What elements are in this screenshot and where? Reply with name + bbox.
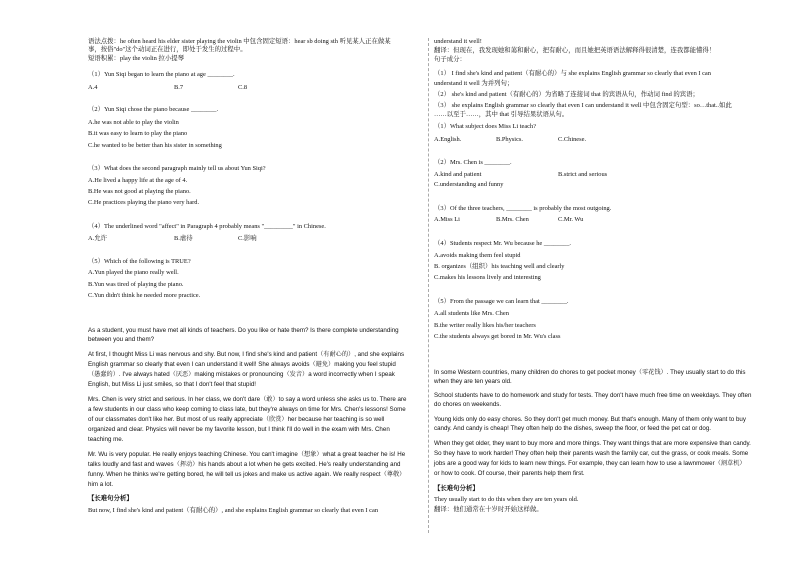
option-b: B.Yun was tired of playing the piano. [88, 281, 184, 288]
question-4-stem: （4）The underlined word "affect" in Paragraph 4 probably means "_________" in Chinese. [88, 223, 326, 230]
note-line: （3） she explains English grammar so clearly that even I can understand it well 中包含固定句型：so…that..如此 [434, 102, 732, 109]
note-line: 句子成分： [434, 56, 466, 63]
passage-line: between you and them? [88, 336, 155, 343]
option-b: B.it was easy to learn to play the piano [88, 130, 188, 137]
passage-line: candy. And candy is cheap! They often help do the dishes, sweep the floor, or feed the pet cat or dog. [434, 425, 712, 432]
option-a: A.允许 [88, 235, 107, 242]
note-line: understand it well! [434, 38, 482, 45]
passage-line: English grammar so clearly that even I can understand it well! She always avoids（避免）making you feel stupid [88, 361, 396, 368]
passage-line: or how to cook. Of course, their parents help them first. [434, 470, 585, 477]
note-line: 短语积累：play the violin 拉小提琴 [88, 55, 185, 62]
passage-line: Mrs. Chen is very strict and serious. In her class, we don't dare（敢）to say a word unless she asks us to. There are [88, 396, 407, 403]
note-line: （2） she's kind and patient（有耐心的）为省略了连接词 that 的宾语从句，作动词 find 的宾语； [434, 91, 699, 98]
column-divider [428, 38, 429, 533]
passage-line: At first, I thought Miss Li was nervous and shy. But now, I find she's kind and patient（有耐心的）, and she explains [88, 351, 405, 358]
question-1-stem: （1）What subject does Miss Li teach? [434, 123, 537, 130]
option-b: B.Physics. [496, 136, 523, 143]
option-b: B.the writer really likes his/her teachers [434, 322, 536, 329]
question-3-stem: （3）What does the second paragraph mainly tell us about Yun Siqi? [88, 165, 266, 172]
option-c: C.Chinese. [558, 136, 587, 143]
option-c: C.Yun didn't think he needed more practice. [88, 292, 201, 299]
option-a: A.all students like Mrs. Chen [434, 310, 509, 317]
option-a: A.he was not able to play the violin [88, 119, 179, 126]
analysis-sentence: They usually start to do this when they are ten years old. [434, 496, 579, 503]
passage-line: jobs are a good way for kids to learn new things. For example, they can learn how to use a lawnmower（割草机） [434, 460, 746, 467]
analysis-title: 【长难句分析】 [434, 485, 479, 492]
option-b: B.7 [174, 84, 184, 91]
passage-line: him a lot. [88, 481, 114, 488]
option-b: B.Mrs. Chen [496, 216, 529, 223]
note-line: 翻译：但现在，我发现她和蔼和耐心，把有耐心，而且她把英语语法解释得很清楚，连我都能懂得！ [434, 47, 716, 54]
left-column [88, 0, 422, 562]
question-2-stem: （2）Yun Siqi chose the piano because ________. [88, 106, 219, 113]
question-5-stem: （5）Which of the following is TRUE? [88, 258, 191, 265]
question-3-stem: （3）Of the three teachers, ________ is probably the most outgoing. [434, 205, 612, 212]
option-c: C.understanding and funny [434, 181, 504, 188]
option-c: C.makes his lessons lively and interesting [434, 274, 541, 281]
question-2-stem: （2）Mrs. Chen is ________. [434, 159, 512, 166]
analysis-sentence: But now, I find she's kind and patient（有耐心的）, and she explains English grammar so clearly that even I can [88, 507, 379, 514]
option-a: A.4 [88, 84, 98, 91]
passage-line: （愚蠢的）. I've always hated（厌恶）making mistakes or pronouncing（发音）a word incorrectly when I speak [88, 371, 395, 378]
passage-line: English, but Miss Li just smiles, so that I don't feel that stupid! [88, 381, 256, 388]
option-c: C.影响 [238, 235, 257, 242]
note-line: （1） I find she's kind and patient（有耐心的）与 she explains English grammar so clearly that even I can [434, 70, 711, 77]
note-line: 事，按俗"do"这个动词正在进行，即处于发生的过程中。 [88, 46, 247, 53]
passage-line: a few students in our class who keep coming to class late, but they're always on time for Mrs. Chen's lessons! Some [88, 406, 406, 413]
note-line: ……以至于……，其中 that 引导结果状语从句。 [434, 111, 569, 118]
option-c: C.the students always get bored in Mr. Wu's class [434, 333, 561, 340]
analysis-translation: 翻译：他们通常在十岁时开始这样做。 [434, 506, 543, 513]
option-a: A.kind and patient [434, 171, 482, 178]
option-b: B.虐待 [174, 235, 193, 242]
passage-line: School students have to do homework and study for tests. They don't have much free time on weekdays. They often [434, 392, 752, 399]
option-c: C.he wanted to be better than his sister in something [88, 142, 222, 149]
question-4-stem: （4）Students respect Mr. Wu because he ________. [434, 240, 571, 247]
right-column [434, 0, 772, 562]
passage-line: organized and clear. Physics will never be my favorite lesson, but I think I'll do well in the exam with Mrs. Chen [88, 426, 390, 433]
note-line: 语法点拨：he often heard his elder sister playing the violin 中包含固定短语：hear sb doing sth 听见某人正在做某 [88, 38, 391, 45]
option-c: C.8 [238, 84, 248, 91]
passage-line: Mr. Wu is very popular. He really enjoys teaching Chinese. You can't imagine（想象）what a great teacher he is! He [88, 451, 406, 458]
option-a: A.Yun played the piano really well. [88, 269, 179, 276]
passage-line: teaching me. [88, 436, 124, 443]
option-b: B.He was not good at playing the piano. [88, 188, 191, 195]
passage-line: of our classmates don't like her. But most of us really appreciate（欣赏）her because her teaching is so well [88, 416, 385, 423]
passage-line: As a student, you must have met all kinds of teachers. Do you like or hate them? Is there complete understanding [88, 327, 399, 334]
passage-line: Young kids only do easy chores. So they don't get much money. But that's enough. Many of them only want to buy [434, 416, 746, 423]
question-5-stem: （5）From the passage we can learn that ________. [434, 298, 569, 305]
passage-line: when they are ten years old. [434, 378, 512, 385]
passage-line: do chores on weekends. [434, 401, 502, 408]
option-a: A.English. [434, 136, 462, 143]
option-b: B.strict and serious [558, 171, 608, 178]
passage-line: funny. When he thinks we're getting bored, he will tell us jokes and make us active again. We really respect（尊敬） [88, 471, 406, 478]
passage-line: In some Western countries, many children do chores to get pocket money（零花钱）. They usually start to do this [434, 369, 746, 376]
option-a: A.Miss Li [434, 216, 460, 223]
passage-line: So they have to work harder! They often help their parents wash the family car, cut the grass, or cook meals. Some [434, 450, 749, 457]
option-c: C.Mr. Wu [558, 216, 584, 223]
note-line: understand it well 为并列句； [434, 80, 514, 87]
analysis-title: 【长难句分析】 [88, 495, 133, 502]
passage-line: When they get older, they want to buy more and more things. They want things that are more expensive than candy. [434, 440, 751, 447]
question-1-stem: （1）Yun Siqi began to learn the piano at age ________. [88, 71, 235, 78]
option-a: A.He lived a happy life at the age of 4. [88, 177, 188, 184]
option-b: B. organizes（组织）his teaching well and clearly [434, 263, 565, 270]
option-a: A.avoids making them feel stupid [434, 252, 521, 259]
passage-line: talks loudly and fast and waves（挥动）his hands about a lot when he gets excited. He's really understanding and [88, 461, 401, 468]
option-c: C.He practices playing the piano very hard. [88, 199, 200, 206]
